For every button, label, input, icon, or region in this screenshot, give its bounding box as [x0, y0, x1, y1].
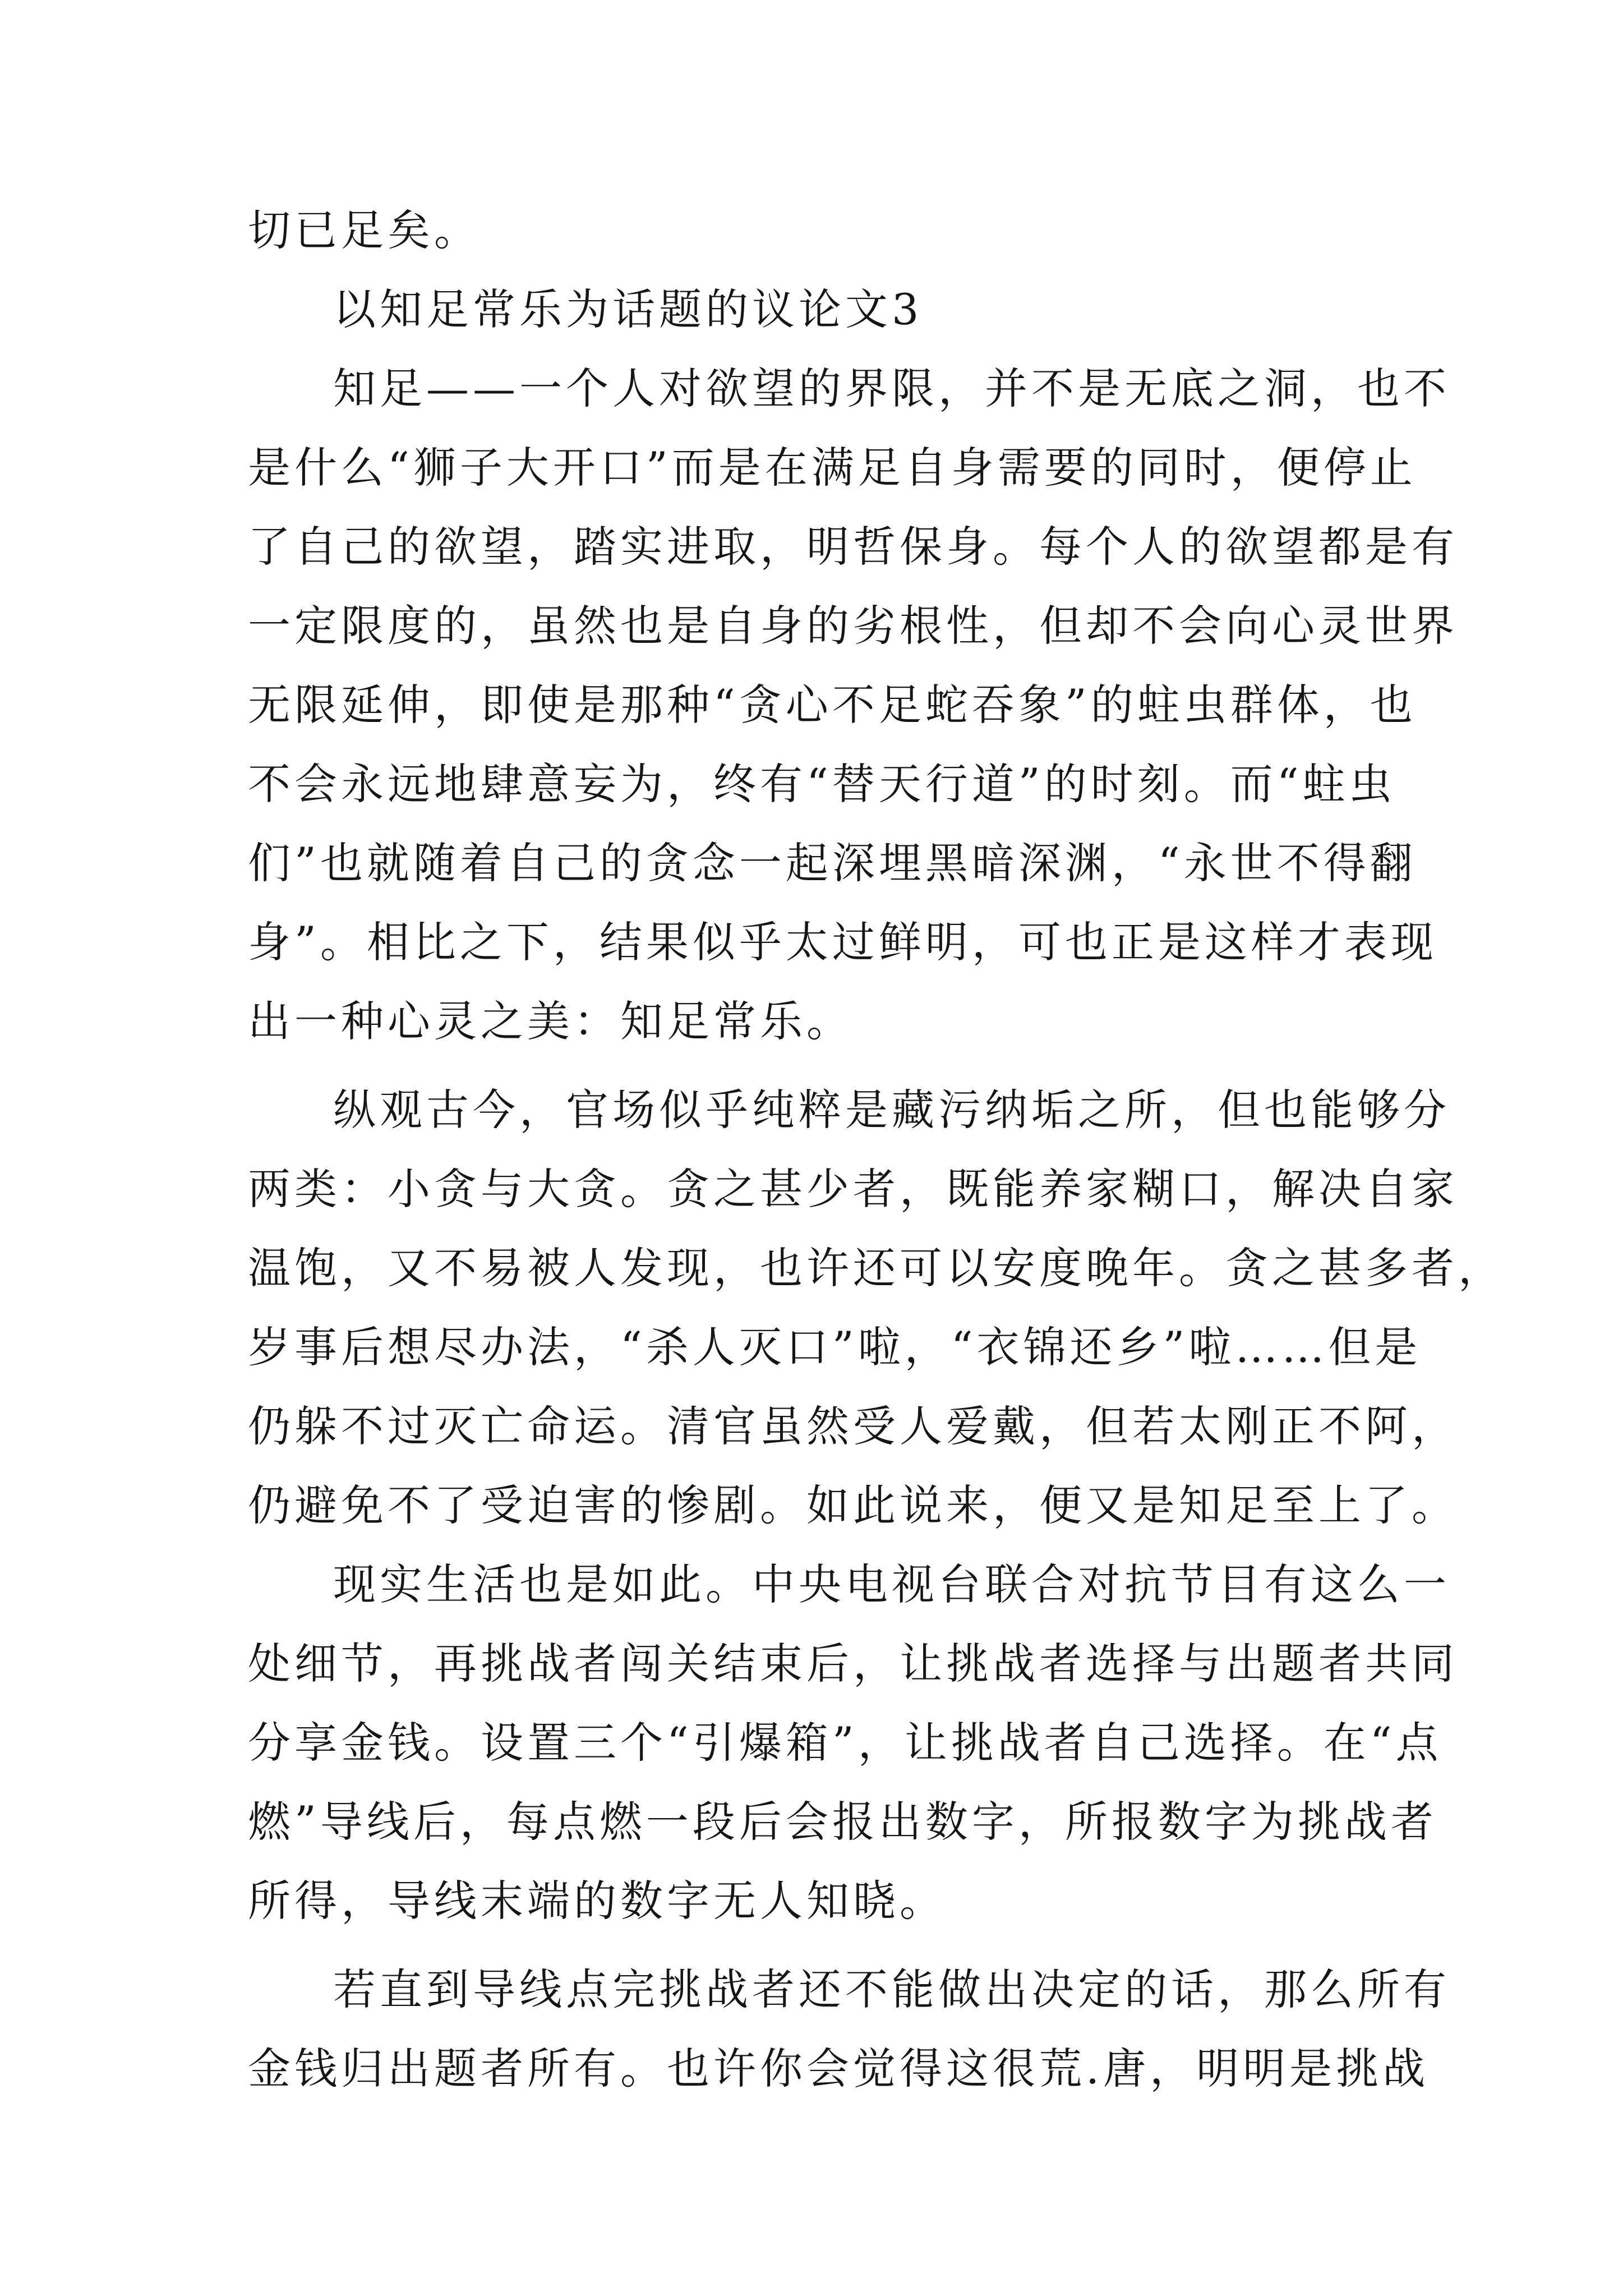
text-line: 不会永远地肆意妄为，终有“替天行道”的时刻。而“蛀虫	[248, 759, 1396, 809]
text-line: 无限延伸，即使是那种“贪心不足蛇吞象”的蛀虫群体，也	[248, 680, 1417, 730]
text-line: 了自己的欲望，踏实进取，明哲保身。每个人的欲望都是有	[248, 522, 1458, 572]
text-line: 金钱归出题者所有。也许你会觉得这很荒.唐，明明是挑战	[248, 2044, 1430, 2093]
text-line: 温饱，又不易被人发现，也许还可以安度晚年。贪之甚多者，	[248, 1243, 1505, 1293]
text-line: 现实生活也是如此。中央电视台联合对抗节目有这么一	[333, 1559, 1450, 1609]
text-line: 出一种心灵之美：知足常乐。	[248, 996, 853, 1046]
text-line: 处细节，再挑战者闯关结束后，让挑战者选择与出题者共同	[248, 1639, 1458, 1688]
text-line: 岁事后想尽办法，“杀人灭口”啦，“衣锦还乡”啦……但是	[248, 1322, 1422, 1372]
text-line: 仍躲不过灭亡命运。清官虽然受人爱戴，但若太刚正不阿，	[248, 1401, 1458, 1451]
text-line: 两类：小贪与大贪。贪之甚少者，既能养家糊口，解决自家	[248, 1164, 1458, 1214]
text-line: 们”也就随着自己的贪念一起深埋黑暗深渊，“永世不得翻	[248, 838, 1417, 888]
text-line: 一定限度的，虽然也是自身的劣根性，但却不会向心灵世界	[248, 601, 1458, 651]
text-line: 知足——一个人对欲望的界限，并不是无底之洞，也不	[333, 364, 1450, 413]
text-line: 分享金钱。设置三个“引爆箱”，让挑战者自己选择。在“点	[248, 1718, 1442, 1768]
text-line: 身”。相比之下，结果似乎太过鲜明，可也正是这样才表现	[248, 917, 1437, 967]
text-line: 若直到导线点完挑战者还不能做出决定的话，那么所有	[333, 1964, 1450, 2014]
text-line: 是什么“狮子大开口”而是在满足自身需要的同时，便停止	[248, 443, 1417, 493]
text-line: 仍避免不了受迫害的惨剧。如此说来，便又是知足至上了。	[248, 1480, 1458, 1530]
text-line: 切已足矣。	[248, 205, 481, 255]
text-line: 纵观古今，官场似乎纯粹是藏污纳垢之所，但也能够分	[333, 1085, 1450, 1135]
document-body	[248, 191, 1505, 2108]
essay-heading: 以知足常乐为话题的议论文3	[333, 284, 923, 334]
text-line: 燃”导线后，每点燃一段后会报出数字，所报数字为挑战者	[248, 1797, 1437, 1847]
text-line: 所得，导线末端的数字无人知晓。	[248, 1876, 946, 1926]
